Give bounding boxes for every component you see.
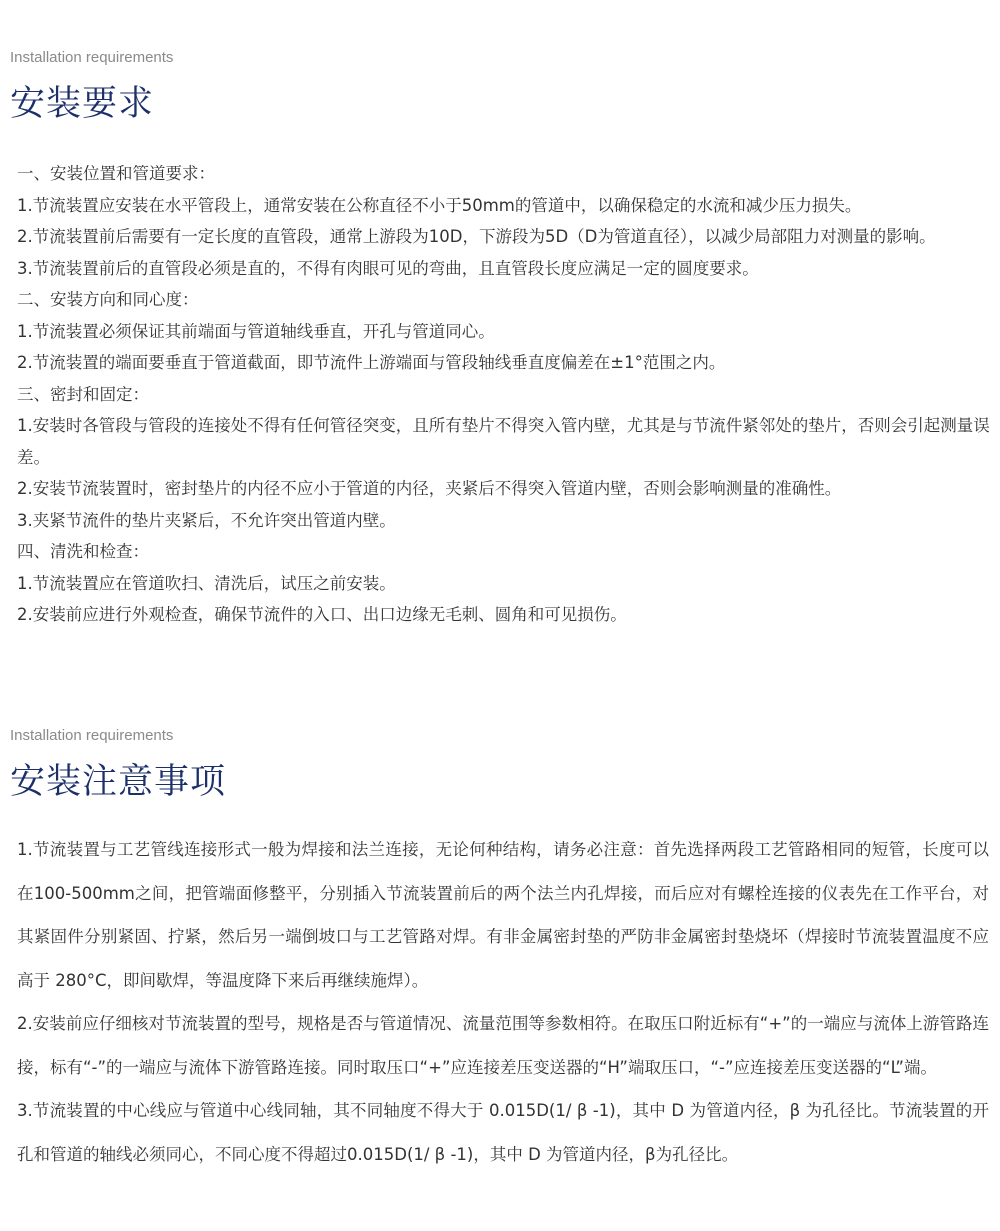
paragraph: 1.节流装置与工艺管线连接形式一般为焊接和法兰连接，无论何种结构，请务必注意：首先选择两段工艺管路相同的短管，长度可以在100-500mm之间，把管端面修整平，分别插入节流装置前后的两个法兰内孔焊接，而后应对有螺栓连接的仪表先在工作平台，对其紧固件分别紧固、拧紧，然后另一端倒坡口与工艺管路对焊。有非金属密封垫的严防非金属密封垫烧坏（焊接时节流装置温度不应高于 280°C，即间歇焊，等温度降下来后再继续施焊）。 xyxy=(17,840,989,990)
text-line: 1.安装时各管段与管段的连接处不得有任何管径突变，且所有垫片不得突入管内壁，尤其是与节流件紧邻处的垫片，否则会引起测量误差。 xyxy=(17,416,990,467)
text-line: 1.节流装置必须保证其前端面与管道轴线垂直，开孔与管道同心。 xyxy=(17,321,495,341)
paragraph: 3.节流装置的中心线应与管道中心线同轴，其不同轴度不得大于 0.015D(1/ β -1)，其中 D 为管道内径，β 为孔径比。节流装置的开孔和管道的轴线必须同心，不同心度不得超过0.015D(1/ β -1)，其中 D 为管道内径，β为孔径比。 xyxy=(17,1101,989,1164)
heading-line: 三、密封和固定： xyxy=(17,384,149,404)
installation-notes-body xyxy=(17,828,989,1176)
text-line: 2.安装前应进行外观检查，确保节流件的入口、出口边缘无毛刺、圆角和可见损伤。 xyxy=(17,605,627,624)
section-subtitle: Installation requirements xyxy=(10,727,174,744)
text-line: 3.节流装置前后的直管段必须是直的，不得有肉眼可见的弯曲，且直管段长度应满足一定的圆度要求。 xyxy=(17,258,759,278)
text-line: 2.安装节流装置时，密封垫片的内径不应小于管道的内径，夹紧后不得突入管道内壁，否则会影响测量的准确性。 xyxy=(17,479,842,498)
text-line: 2.节流装置前后需要有一定长度的直管段，通常上游段为10D，下游段为5D（D为管道直径），以减少局部阻力对测量的影响。 xyxy=(17,227,936,246)
text-line: 1.节流装置应安装在水平管段上，通常安装在公称直径不小于50mm的管道中，以确保稳定的水流和减少压力损失。 xyxy=(17,195,862,215)
section-title: 安装要求 xyxy=(10,84,155,124)
heading-line: 四、清洗和检查： xyxy=(17,542,149,561)
text-line: 2.节流装置的端面要垂直于管道截面，即节流件上游端面与管段轴线垂直度偏差在±1°范围之内。 xyxy=(17,353,726,372)
heading-line: 一、安装位置和管道要求： xyxy=(17,164,215,183)
paragraph: 2.安装前应仔细核对节流装置的型号，规格是否与管道情况、流量范围等参数相符。在取压口附近标有“+”的一端应与流体上游管路连接，标有“-”的一端应与流体下游管路连接。同时取压口“+”应连接差压变送器的“H”端取压口，“-”应连接差压变送器的“L”端。 xyxy=(17,1014,989,1077)
installation-requirements-body xyxy=(17,158,992,631)
text-line: 1.节流装置应在管道吹扫、清洗后，试压之前安装。 xyxy=(17,573,396,593)
section-title: 安装注意事项 xyxy=(10,762,227,802)
text-line: 3.夹紧节流件的垫片夹紧后，不允许突出管道内壁。 xyxy=(17,510,396,530)
heading-line: 二、安装方向和同心度： xyxy=(17,290,199,309)
section-subtitle: Installation requirements xyxy=(10,49,174,66)
